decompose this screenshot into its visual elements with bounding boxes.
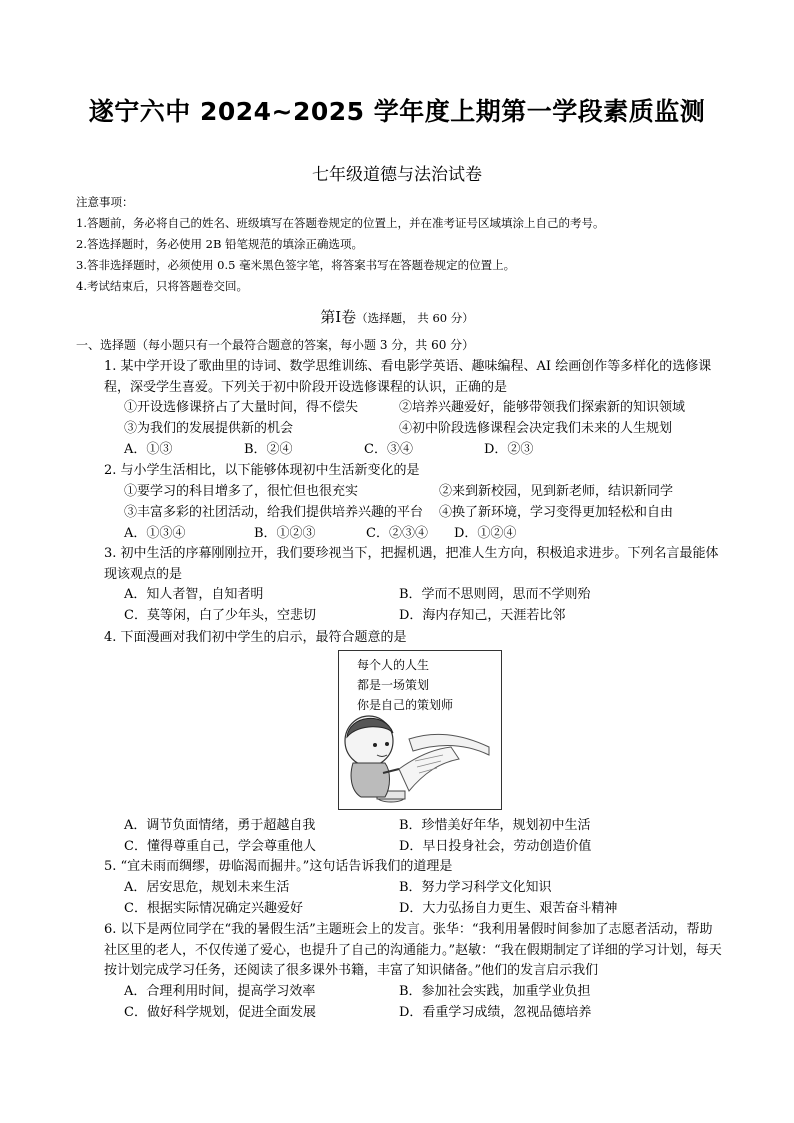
option: B．努力学习科学文化知识 xyxy=(399,879,552,895)
cartoon-image xyxy=(338,650,502,810)
statement: ③丰富多彩的社团活动，给我们提供培养兴趣的平台 xyxy=(124,504,424,520)
option: B．①②③ xyxy=(254,525,316,541)
option: A．调节负面情绪，勇于超越自我 xyxy=(124,818,316,833)
question-stem: 5. “宜未雨而绸缪，毋临渴而掘井。”这句话告诉我们的道理是 xyxy=(104,859,453,874)
option: D．看重学习成绩，忽视品德培养 xyxy=(399,1004,592,1020)
option: C．做好科学规划，促进全面发展 xyxy=(124,1004,316,1020)
question-1 xyxy=(104,357,724,461)
option: D．早日投身社会，劳动创造价值 xyxy=(399,839,592,854)
question-4-options xyxy=(104,816,724,858)
option: C．②③④ xyxy=(366,525,428,541)
option: D．大力弘扬自力更生、艰苦奋斗精神 xyxy=(399,900,618,916)
question-3 xyxy=(104,544,724,627)
option: B．珍惜美好年华，规划初中生活 xyxy=(399,818,591,833)
option: D．①②④ xyxy=(454,525,517,541)
part1-heading: 一、选择题（每小题只有一个最符合题意的答案，每小题 3 分，共 60 分） xyxy=(76,338,475,352)
note-item: 1.答题前，务必将自己的姓名、班级填写在答题卷规定的位置上，并在准考证号区域填涂上自己的考号。 xyxy=(76,216,605,230)
question-stem: 3. 初中生活的序幕刚刚拉开，我们要珍视当下，把握机遇，把准人生方向，积极追求进步。下列名言最能体现该观点的是 xyxy=(104,546,719,582)
option: A．合理利用时间，提高学习效率 xyxy=(124,983,316,999)
statement: ④换了新环境，学习变得更加轻松和自由 xyxy=(439,504,674,520)
question-6 xyxy=(104,920,724,1024)
statement: ③为我们的发展提供新的机会 xyxy=(124,421,294,436)
option: B．②④ xyxy=(244,442,293,457)
question-stem: 4. 下面漫画对我们初中学生的启示，最符合题意的是 xyxy=(104,630,407,645)
notes-heading: 注意事项： xyxy=(76,195,134,209)
question-stem: 1. 某中学开设了歌曲里的诗词、数学思维训练、看电影学英语、趣味编程、AI 绘画创作等多样化的选修课程，深受学生喜爱。下列关于初中阶段开设选修课程的认识，正确的是 xyxy=(104,359,712,395)
question-2 xyxy=(104,461,724,544)
exam-subtitle: 七年级道德与法治试卷 xyxy=(312,165,482,185)
statement: ④初中阶段选修课程会决定我们未来的人生规划 xyxy=(399,421,673,436)
question-stem: 2. 与小学生活相比，以下能够体现初中生活新变化的是 xyxy=(104,463,420,478)
section-note: （选择题， 共 60 分） xyxy=(356,311,474,325)
question-5 xyxy=(104,857,724,920)
option: C．莫等闲，白了少年头，空悲切 xyxy=(124,608,316,623)
statement: ①要学习的科目增多了，很忙但也很充实 xyxy=(124,483,359,499)
caption-line: 都是一场策划 xyxy=(357,678,430,692)
option: D．海内存知己，天涯若比邻 xyxy=(399,608,566,623)
caption-line: 你是自己的策划师 xyxy=(357,698,454,712)
note-item: 4.考试结束后，只将答题卷交回。 xyxy=(76,279,248,293)
statement: ①开设选修课挤占了大量时间，得不偿失 xyxy=(124,400,359,415)
caption-line: 每个人的人生 xyxy=(357,658,430,672)
option: A．①③④ xyxy=(124,525,186,541)
option: C．③④ xyxy=(364,442,413,457)
section-name: 第Ⅰ卷 xyxy=(320,308,357,326)
statement: ②来到新校园，见到新老师，结识新同学 xyxy=(439,483,674,499)
option: D．②③ xyxy=(484,442,534,457)
note-item: 3.答非选择题时，必须使用 0.5 毫米黑色签字笔，将答案书写在答题卷规定的位置上。 xyxy=(76,258,516,272)
note-item: 2.答选择题时，务必使用 2B 铅笔规范的填涂正确选项。 xyxy=(76,237,364,251)
option: B．学而不思则罔，思而不学则殆 xyxy=(399,587,591,602)
option: A．①③ xyxy=(124,442,173,457)
question-4 xyxy=(104,628,724,649)
option: A．知人者智，自知者明 xyxy=(124,587,264,602)
option: B．参加社会实践，加重学业负担 xyxy=(399,983,591,999)
question-stem: 6. 以下是两位同学在“我的暑假生活”主题班会上的发言。张华：“我利用暑假时间参加了志愿者活动，帮助社区里的老人，不仅传递了爱心，也提升了自己的沟通能力。”赵敏：“我在假期制定了详细的学习计划，每天按计划完成学习任务，还阅读了很多课外书籍，丰富了知识储备。”他们的发言启示我们 xyxy=(104,922,722,978)
exam-title: 遂宁六中 2024~2025 学年度上期第一学段素质监测 xyxy=(88,97,706,126)
notes-block xyxy=(76,192,604,297)
cartoon-drawing xyxy=(339,651,501,809)
option: C．懂得尊重自己，学会尊重他人 xyxy=(124,839,316,854)
option: A．居安思危，规划未来生活 xyxy=(124,879,290,895)
option: C．根据实际情况确定兴趣爱好 xyxy=(124,900,303,916)
section-title xyxy=(0,306,794,327)
statement: ②培养兴趣爱好，能够带领我们探索新的知识领域 xyxy=(399,400,686,415)
